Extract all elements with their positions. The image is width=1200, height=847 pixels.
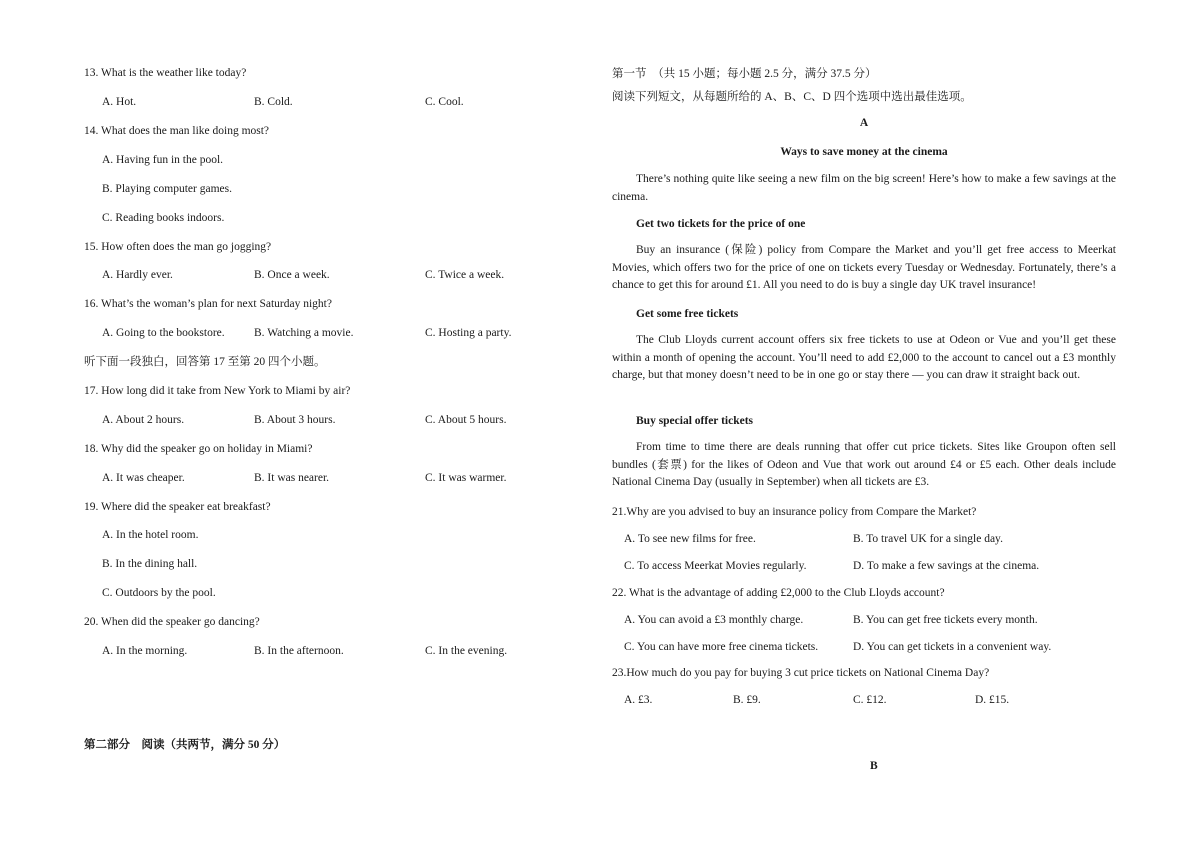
question-22-stem: 22. What is the advantage of adding £2,000 to the Club Lloyds account? bbox=[612, 587, 945, 599]
question-22-option-b: B. You can get free tickets every month. bbox=[853, 614, 1038, 626]
question-18-option-b: B. It was nearer. bbox=[254, 472, 330, 484]
question-20-option-a: A. In the morning. bbox=[102, 645, 188, 657]
question-20-option-b: B. In the afternoon. bbox=[254, 645, 344, 657]
paragraph-club-lloyds bbox=[612, 332, 1116, 385]
passage-intro bbox=[612, 171, 1116, 206]
question-13-option-c: C. Cool. bbox=[425, 96, 464, 108]
question-14-option-a: A. Having fun in the pool. bbox=[102, 154, 224, 166]
question-22-option-c: C. You can have more free cinema tickets. bbox=[624, 641, 819, 653]
monologue-instruction: 听下面一段独白，回答第 17 至第 20 四个小题。 bbox=[84, 356, 326, 368]
question-23-option-a: A. £3. bbox=[624, 694, 653, 706]
question-19-option-b: B. In the dining hall. bbox=[102, 558, 198, 570]
question-15-option-c: C. Twice a week. bbox=[425, 269, 505, 281]
question-13-stem: 13. What is the weather like today? bbox=[84, 67, 247, 79]
question-15-option-a: A. Hardly ever. bbox=[102, 269, 173, 281]
question-21-option-a: A. To see new films for free. bbox=[624, 533, 756, 545]
question-13-option-a: A. Hot. bbox=[102, 96, 137, 108]
question-23-option-b: B. £9. bbox=[733, 694, 761, 706]
question-22-option-d: D. You can get tickets in a convenient way. bbox=[853, 641, 1052, 653]
next-passage-letter: B bbox=[870, 760, 878, 772]
reading-instruction: 阅读下列短文，从每题所给的 A、B、C、D 四个选项中选出最佳选项。 bbox=[612, 91, 972, 103]
paragraph-insurance bbox=[612, 242, 1116, 295]
question-16-stem: 16. What’s the woman’s plan for next Saturday night? bbox=[84, 298, 332, 310]
question-17-stem: 17. How long did it take from New York to Miami by air? bbox=[84, 385, 351, 397]
question-13-option-b: B. Cold. bbox=[254, 96, 293, 108]
section-heading: 第一节 （共 15 小题；每小题 2.5 分，满分 37.5 分） bbox=[612, 68, 877, 80]
question-18-option-c: C. It was warmer. bbox=[425, 472, 507, 484]
part-two-heading: 第二部分 阅读（共两节，满分 50 分） bbox=[84, 739, 286, 751]
question-18-stem: 18. Why did the speaker go on holiday in Miami? bbox=[84, 443, 313, 455]
question-23-option-c: C. £12. bbox=[853, 694, 887, 706]
paragraph-club-lloyds-text: The Club Lloyds current account offers six free tickets to use at Odeon or Vue and you’ll get these within a month of opening the account. You’ll need to add £2,000 to the account to cancel out a £3 monthly charge, but that money doesn’t need to be in one go or stay there — you can draw it straight back out. bbox=[612, 334, 1116, 381]
question-16-option-c: C. Hosting a party. bbox=[425, 327, 512, 339]
paragraph-special-offer bbox=[612, 439, 1116, 492]
passage-intro-text: There’s nothing quite like seeing a new film on the big screen! Here’s how to make a few savings at the cinema. bbox=[612, 173, 1116, 203]
question-23-option-d: D. £15. bbox=[975, 694, 1010, 706]
passage-letter: A bbox=[859, 117, 869, 129]
paragraph-insurance-text: Buy an insurance (保险) policy from Compare the Market and you’ll get free access to Meerkat Movies, which offers two for the price of one on tickets every Tuesday or Wednesday. Fortunately, there’s a chance to get this for around £1. All you need to do is buy a single day UK travel insurance! bbox=[612, 244, 1116, 291]
subheading-two-for-one: Get two tickets for the price of one bbox=[636, 218, 806, 230]
question-14-option-b: B. Playing computer games. bbox=[102, 183, 232, 195]
subheading-special-offer: Buy special offer tickets bbox=[636, 415, 754, 427]
question-21-option-d: D. To make a few savings at the cinema. bbox=[853, 560, 1040, 572]
question-21-stem: 21.Why are you advised to buy an insurance policy from Compare the Market? bbox=[612, 506, 977, 518]
question-20-option-c: C. In the evening. bbox=[425, 645, 508, 657]
question-15-option-b: B. Once a week. bbox=[254, 269, 330, 281]
question-19-option-c: C. Outdoors by the pool. bbox=[102, 587, 216, 599]
passage-title: Ways to save money at the cinema bbox=[780, 146, 948, 158]
question-14-stem: 14. What does the man like doing most? bbox=[84, 125, 270, 137]
question-22-option-a: A. You can avoid a £3 monthly charge. bbox=[624, 614, 804, 626]
question-16-option-a: A. Going to the bookstore. bbox=[102, 327, 225, 339]
question-15-stem: 15. How often does the man go jogging? bbox=[84, 241, 272, 253]
question-19-stem: 19. Where did the speaker eat breakfast? bbox=[84, 501, 271, 513]
paragraph-special-offer-text: From time to time there are deals running that offer cut price tickets. Sites like Groupon often sell bundles (套票) for the likes of Odeon and Vue that work out around £4 or £5 each. Other deals include National Cinema Day (usually in September) when all tickets are £3. bbox=[612, 441, 1116, 488]
question-21-option-c: C. To access Meerkat Movies regularly. bbox=[624, 560, 807, 572]
question-21-option-b: B. To travel UK for a single day. bbox=[853, 533, 1003, 545]
question-17-option-b: B. About 3 hours. bbox=[254, 414, 336, 426]
question-18-option-a: A. It was cheaper. bbox=[102, 472, 185, 484]
question-23-stem: 23.How much do you pay for buying 3 cut price tickets on National Cinema Day? bbox=[612, 667, 990, 679]
question-20-stem: 20. When did the speaker go dancing? bbox=[84, 616, 260, 628]
question-17-option-c: C. About 5 hours. bbox=[425, 414, 507, 426]
question-16-option-b: B. Watching a movie. bbox=[254, 327, 354, 339]
question-17-option-a: A. About 2 hours. bbox=[102, 414, 185, 426]
subheading-free-tickets: Get some free tickets bbox=[636, 308, 739, 320]
question-14-option-c: C. Reading books indoors. bbox=[102, 212, 225, 224]
question-19-option-a: A. In the hotel room. bbox=[102, 529, 199, 541]
